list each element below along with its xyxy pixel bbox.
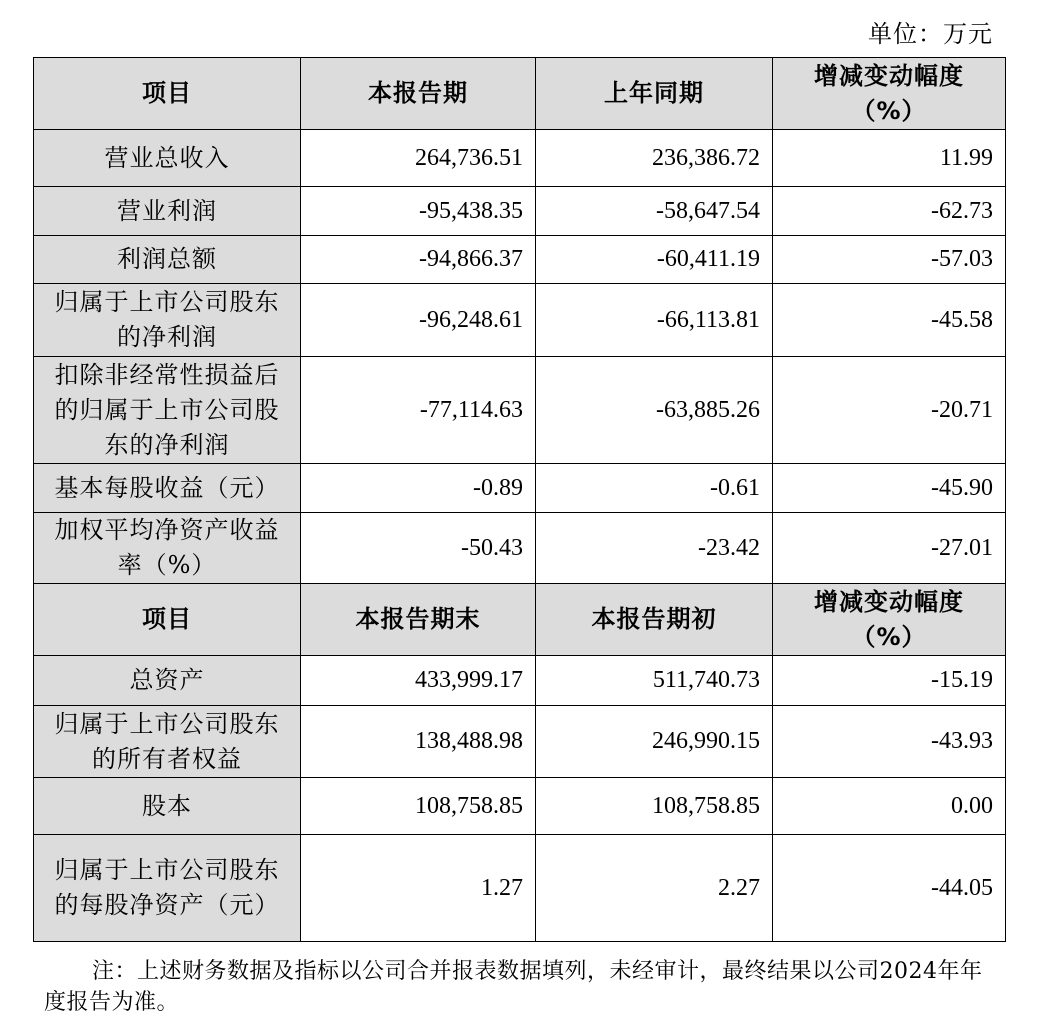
financial-summary-table	[33, 57, 1006, 942]
change-value: -27.01	[773, 513, 1006, 584]
current-value: 138,488.98	[301, 706, 536, 778]
footnote: 注：上述财务数据及指标以公司合并报表数据填列，未经审计，最终结果以公司2024年年度报告为准。	[44, 959, 983, 1015]
prior-value: -23.42	[536, 513, 773, 584]
prior-value: 2.27	[536, 835, 773, 942]
prior-value: -66,113.81	[536, 284, 773, 357]
column-header-current-period: 本报告期	[301, 58, 536, 130]
table-row	[34, 464, 1006, 513]
current-value: 1.27	[301, 835, 536, 942]
table-header-row	[34, 584, 1006, 656]
table-row	[34, 357, 1006, 464]
prior-value: 511,740.73	[536, 656, 773, 706]
current-value: 264,736.51	[301, 130, 536, 187]
row-label: 总资产	[34, 656, 301, 706]
column-header-prior-year-period: 上年同期	[536, 58, 773, 130]
current-value: -0.89	[301, 464, 536, 513]
prior-value: -58,647.54	[536, 187, 773, 236]
table-row	[34, 236, 1006, 284]
column-header-period-start: 本报告期初	[536, 584, 773, 656]
row-label: 股本	[34, 778, 301, 835]
current-value: -50.43	[301, 513, 536, 584]
current-value: 433,999.17	[301, 656, 536, 706]
prior-value: -63,885.26	[536, 357, 773, 464]
change-value: -45.90	[773, 464, 1006, 513]
table-row	[34, 187, 1006, 236]
table-row	[34, 284, 1006, 357]
change-value: -15.19	[773, 656, 1006, 706]
change-value: -62.73	[773, 187, 1006, 236]
column-header-change-percent: 增减变动幅度（%）	[773, 584, 1006, 656]
row-label: 归属于上市公司股东的所有者权益	[34, 706, 301, 778]
prior-value: 246,990.15	[536, 706, 773, 778]
current-value: 108,758.85	[301, 778, 536, 835]
table-row	[34, 778, 1006, 835]
change-value: -57.03	[773, 236, 1006, 284]
table-row	[34, 706, 1006, 778]
change-value: 0.00	[773, 778, 1006, 835]
row-label: 归属于上市公司股东的每股净资产（元）	[34, 835, 301, 942]
change-value: -44.05	[773, 835, 1006, 942]
current-value: -96,248.61	[301, 284, 536, 357]
column-header-item: 项目	[34, 584, 301, 656]
row-label: 营业利润	[34, 187, 301, 236]
unit-label: 单位：万元	[868, 20, 993, 48]
row-label: 基本每股收益（元）	[34, 464, 301, 513]
change-value: -45.58	[773, 284, 1006, 357]
current-value: -95,438.35	[301, 187, 536, 236]
prior-value: -0.61	[536, 464, 773, 513]
current-value: -94,866.37	[301, 236, 536, 284]
table-row	[34, 656, 1006, 706]
change-value: -20.71	[773, 357, 1006, 464]
prior-value: 236,386.72	[536, 130, 773, 187]
current-value: -77,114.63	[301, 357, 536, 464]
table-row	[34, 513, 1006, 584]
column-header-period-end: 本报告期末	[301, 584, 536, 656]
row-label: 扣除非经常性损益后的归属于上市公司股东的净利润	[34, 357, 301, 464]
row-label: 归属于上市公司股东的净利润	[34, 284, 301, 357]
row-label: 营业总收入	[34, 130, 301, 187]
prior-value: -60,411.19	[536, 236, 773, 284]
row-label: 加权平均净资产收益率（%）	[34, 513, 301, 584]
change-value: -43.93	[773, 706, 1006, 778]
change-value: 11.99	[773, 130, 1006, 187]
table-row	[34, 130, 1006, 187]
row-label: 利润总额	[34, 236, 301, 284]
table-row	[34, 835, 1006, 942]
prior-value: 108,758.85	[536, 778, 773, 835]
table-header-row	[34, 58, 1006, 130]
column-header-change-percent: 增减变动幅度（%）	[773, 58, 1006, 130]
column-header-item: 项目	[34, 58, 301, 130]
